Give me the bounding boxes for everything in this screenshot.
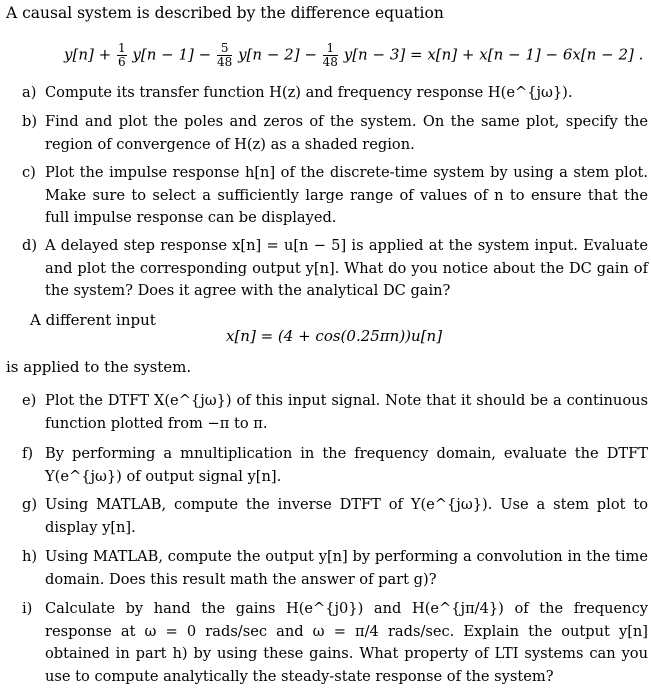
part-d: d) A delayed step response x[n] = u[n − 5] is applied at the system input. Evaluate and plot the corresponding output y[n]. What do you notice about the DC gain of the system? Does it agree with the analytical DC gain? xyxy=(22,237,648,299)
eq-term-4: y[n − 3] = x[n] + x[n − 1] − 6x[n − 2] . xyxy=(343,45,644,64)
part-i: i) Calculate by hand the gains H(e^{j0}) and H(e^{jπ/4}) of the frequency response at ω = 0 rads/sec and ω = π/4 rads/sec. Explain the output y[n] obtained in part h) by using these gains. What property of LTI systems can you use to compute analytically the steady-state response of the system? xyxy=(22,600,648,685)
fraction-5-48: $\frac{5}{48}$ xyxy=(217,41,233,69)
fraction-1-48: $\frac{1}{48}$ xyxy=(322,41,338,69)
part-b: b) Find and plot the poles and zeros of the system. On the same plot, specify the region of convergence of H(z) as a shaded region. xyxy=(22,113,648,153)
input-equation: x[n] = (4 + cos(0.25πn))u[n] xyxy=(226,327,443,345)
fraction-1-6: $\frac{1}{6}$ xyxy=(117,41,126,69)
applied-text: is applied to the system. xyxy=(6,358,192,376)
eq-term-3: y[n − 2] − xyxy=(238,45,317,64)
part-g: g) Using MATLAB, compute the inverse DTFT of Y(e^{jω}). Use a stem plot to display y[n]. xyxy=(22,496,648,536)
part-c: c) Plot the impulse response h[n] of the discrete-time system by using a stem plot. Make sure to select a sufficiently large range of values of n to ensure that the full impulse response can be displayed. xyxy=(22,164,648,226)
part-a: a) Compute its transfer function H(z) and frequency response H(e^{jω}). xyxy=(22,84,573,101)
eq-term-1: y[n] + xyxy=(64,45,112,64)
intro-text: A causal system is described by the difference equation xyxy=(6,4,444,22)
different-input-text: A different input xyxy=(30,311,156,329)
part-f: f) By performing a mnultiplication in the frequency domain, evaluate the DTFT Y(e^{jω}) of output signal y[n]. xyxy=(22,445,648,485)
eq-term-2: y[n − 1] − xyxy=(132,45,212,64)
part-h: h) Using MATLAB, compute the output y[n] by performing a convolution in the time domain. Does this result math the answer of part g)? xyxy=(22,548,648,588)
difference-equation xyxy=(0,26,651,70)
part-e: e) Plot the DTFT X(e^{jω}) of this input signal. Note that it should be a continuous function plotted from −π to π. xyxy=(22,392,649,432)
